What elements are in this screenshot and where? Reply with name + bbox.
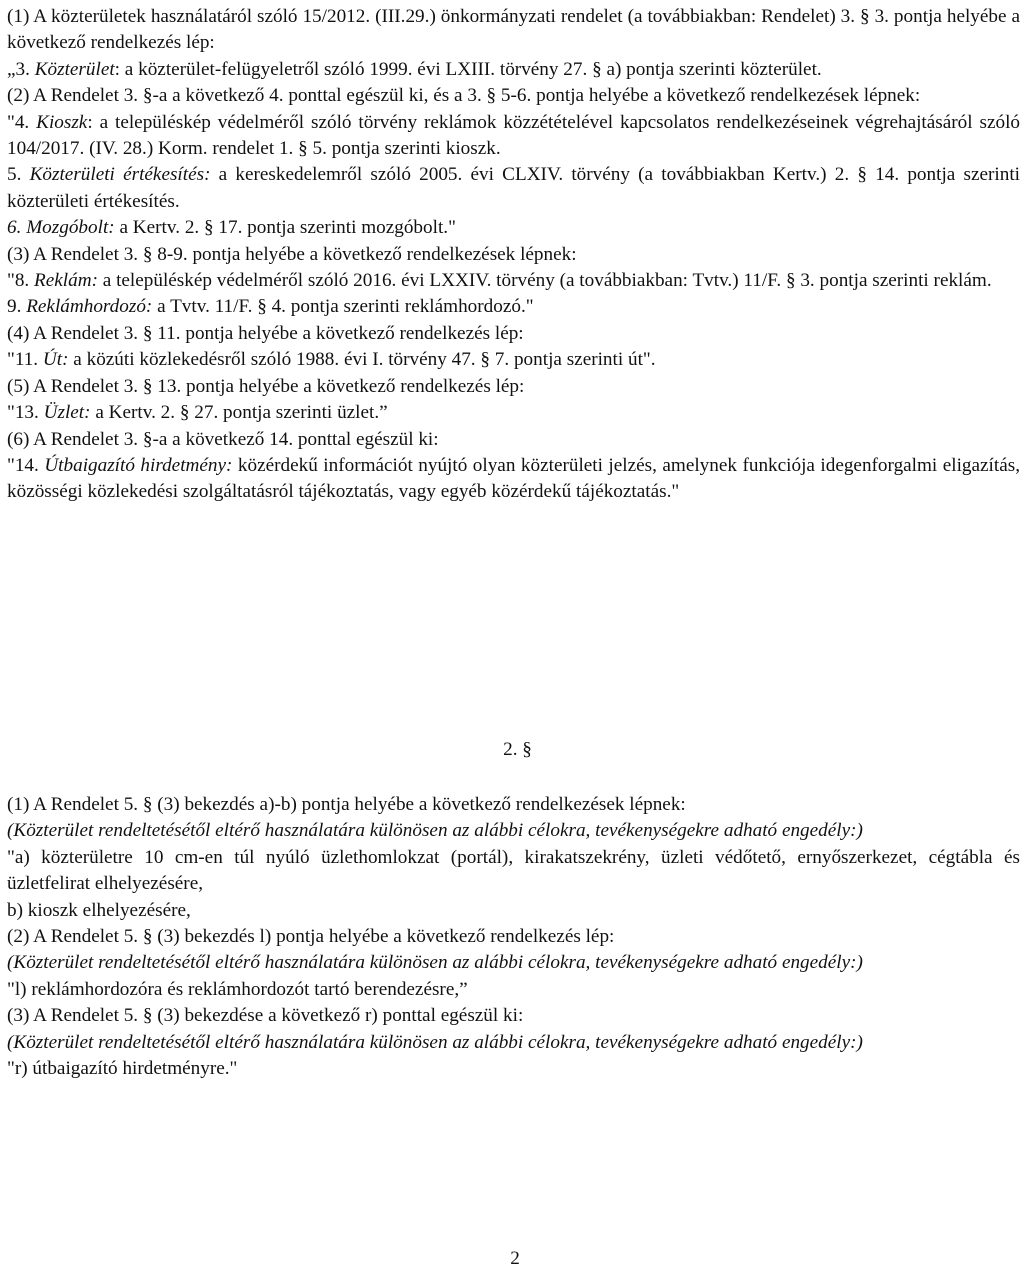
defined-term: Útbaigazító hirdetmény: xyxy=(44,454,233,476)
defined-term: Közterületi értékesítés: xyxy=(29,164,211,186)
defined-term: Közterület xyxy=(34,58,115,80)
paragraph: "a) közterületre 10 cm-en túl nyúló üzlethomlokzat (portál), kirakatszekrény, üzleti védőtető, ernyőszerkezet, cégtábla és üzletfelirat elhelyezésére, xyxy=(7,846,1020,895)
paragraph-italic: (Közterület rendeltetésétől eltérő használatára különösen az alábbi célokra, tevékenységekre adható engedély:) xyxy=(7,820,863,842)
paragraph: (2) A Rendelet 3. §-a a következő 4. ponttal egészül ki, és a 3. § 5-6. pontja helyébe a következő rendelkezések lépnek: xyxy=(7,85,921,107)
paragraph: (6) A Rendelet 3. §-a a következő 14. ponttal egészül ki: xyxy=(7,428,439,450)
document-page xyxy=(7,0,1020,1282)
paragraph: "4. Kioszk: a településkép védelméről szóló törvény reklámok közzétételével kapcsolatos rendelkezéseinek végrehajtásáról szóló 104/2017. (IV. 28.) Korm. rendelet 1. § 5. pontja szerinti kioszk. xyxy=(7,111,1020,160)
defined-term: Reklám: xyxy=(34,270,98,292)
section-1-body xyxy=(7,4,1020,506)
defined-term: 6. Mozgóbolt: xyxy=(7,217,115,239)
paragraph: b) kioszk elhelyezésére, xyxy=(7,899,191,921)
paragraph: (3) A Rendelet 3. § 8-9. pontja helyébe a következő rendelkezések lépnek: xyxy=(7,243,577,265)
paragraph: "l) reklámhordozóra és reklámhordozót tartó berendezésre,” xyxy=(7,978,468,1000)
paragraph: "13. Üzlet: a Kertv. 2. § 27. pontja szerinti üzlet.” xyxy=(7,402,388,424)
paragraph: 9. Reklámhordozó: a Tvtv. 11/F. § 4. pontja szerinti reklámhordozó." xyxy=(7,296,534,318)
page-number: 2 xyxy=(510,1248,520,1269)
paragraph: (3) A Rendelet 5. § (3) bekezdése a következő r) ponttal egészül ki: xyxy=(7,1005,524,1027)
defined-term: Üzlet: xyxy=(43,402,91,424)
paragraph: "14. Útbaigazító hirdetmény: közérdekű információt nyújtó olyan közterületi jelzés, amelynek funkciója idegenforgalmi eligazítás, közösségi közlekedési szolgáltatásról tájékoztatás, vagy egyéb közérdekű tájékoztatás." xyxy=(7,454,1020,503)
paragraph: (1) A közterületek használatáról szóló 15/2012. (III.29.) önkormányzati rendelet (a továbbiakban: Rendelet) 3. § 3. pontja helyébe a következő rendelkezés lép: xyxy=(7,6,1020,54)
paragraph: 6. Mozgóbolt: a Kertv. 2. § 17. pontja szerinti mozgóbolt." xyxy=(7,217,456,239)
paragraph-italic: (Közterület rendeltetésétől eltérő használatára különösen az alábbi célokra, tevékenységekre adható engedély:) xyxy=(7,952,863,974)
paragraph-italic: (Közterület rendeltetésétől eltérő használatára különösen az alábbi célokra, tevékenységekre adható engedély:) xyxy=(7,1031,863,1053)
paragraph: 5. Közterületi értékesítés: a kereskedelemről szóló 2005. évi CLXIV. törvény (a továbbiakban Kertv.) 2. § 14. pontja szerinti közterületi értékesítés. xyxy=(7,164,1020,212)
section-heading: 2. § xyxy=(503,739,532,760)
paragraph: "11. Út: a közúti közlekedésről szóló 1988. évi I. törvény 47. § 7. pontja szerinti út". xyxy=(7,349,656,371)
paragraph: (5) A Rendelet 3. § 13. pontja helyébe a következő rendelkezés lép: xyxy=(7,375,525,397)
defined-term: Reklámhordozó: xyxy=(26,296,153,318)
paragraph: „3. Közterület: a közterület-felügyeletről szóló 1999. évi LXIII. törvény 27. § a) pontja szerinti közterület. xyxy=(7,58,822,80)
section-2-body xyxy=(7,792,1020,1082)
paragraph: "r) útbaigazító hirdetményre." xyxy=(7,1058,238,1080)
defined-term: Út: xyxy=(42,349,69,371)
paragraph: (2) A Rendelet 5. § (3) bekezdés l) pontja helyébe a következő rendelkezés lép: xyxy=(7,926,615,948)
paragraph: "8. Reklám: a településkép védelméről szóló 2016. évi LXXIV. törvény (a továbbiakban: Tvtv.) 11/F. § 3. pontja szerinti reklám. xyxy=(7,270,992,292)
paragraph: (1) A Rendelet 5. § (3) bekezdés a)-b) pontja helyébe a következő rendelkezések lépnek: xyxy=(7,794,686,815)
defined-term: Kioszk xyxy=(36,111,88,133)
paragraph: (4) A Rendelet 3. § 11. pontja helyébe a következő rendelkezés lép: xyxy=(7,322,524,344)
